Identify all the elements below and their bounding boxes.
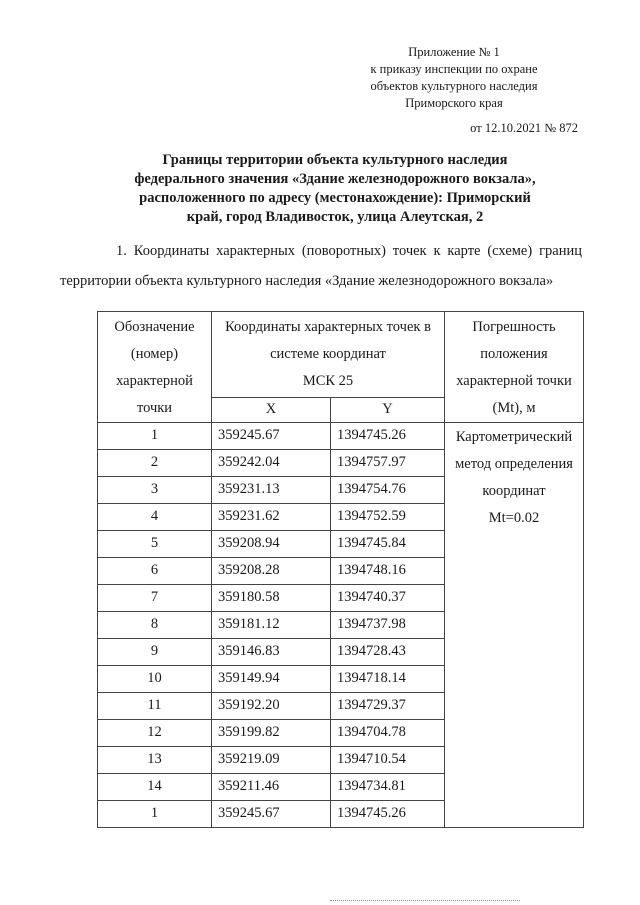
point-number-cell: 12 xyxy=(98,720,212,747)
accuracy-method-line: координат xyxy=(482,483,546,499)
y-coordinate-cell: 1394740.37 xyxy=(331,585,445,612)
x-coordinate-cell: 359208.94 xyxy=(212,531,331,558)
accuracy-method-line: Картометрический xyxy=(455,429,573,445)
x-coordinate-cell: 359192.20 xyxy=(212,693,331,720)
header-point-id-line: точки xyxy=(136,400,173,416)
x-coordinate-cell: 359208.28 xyxy=(212,558,331,585)
y-coordinate-cell: 1394734.81 xyxy=(331,774,445,801)
point-number-cell: 5 xyxy=(98,531,212,558)
point-number-cell: 9 xyxy=(98,639,212,666)
y-coordinate-cell: 1394745.26 xyxy=(331,423,445,450)
accuracy-method-line: метод определения xyxy=(455,456,573,472)
paragraph-line-2: территории объекта культурного наследия «Здание железнодорожного вокзала» xyxy=(60,273,554,289)
y-coordinate-cell: 1394718.14 xyxy=(331,666,445,693)
x-coordinate-cell: 359181.12 xyxy=(212,612,331,639)
appendix-line-2: к приказу инспекции по охране xyxy=(370,62,538,76)
order-date: от 12.10.2021 № 872 xyxy=(470,121,578,135)
point-number-cell: 1 xyxy=(98,801,212,828)
header-x: X xyxy=(212,398,331,423)
appendix-line-3: объектов культурного наследия xyxy=(370,79,538,93)
header-y: Y xyxy=(331,398,445,423)
appendix-block xyxy=(334,44,574,112)
header-coordinates xyxy=(212,312,445,398)
header-point-id-line: (номер) xyxy=(130,346,179,362)
point-number-cell: 2 xyxy=(98,450,212,477)
y-coordinate-cell: 1394729.37 xyxy=(331,693,445,720)
header-point-id-line: Обозначение xyxy=(114,319,195,335)
accuracy-method-line: Mt=0.02 xyxy=(488,510,540,526)
intro-paragraph xyxy=(60,236,582,296)
header-coordinates-line: МСК 25 xyxy=(302,373,354,389)
point-number-cell: 10 xyxy=(98,666,212,693)
table-row xyxy=(98,423,584,450)
document-title xyxy=(100,151,570,227)
header-accuracy-line: положения xyxy=(480,346,548,362)
point-number-cell: 14 xyxy=(98,774,212,801)
y-coordinate-cell: 1394728.43 xyxy=(331,639,445,666)
appendix-line-4: Приморского края xyxy=(405,96,503,110)
header-coordinates-line: системе координат xyxy=(270,346,386,362)
title-line-1: Границы территории объекта культурного наследия xyxy=(162,152,508,168)
point-number-cell: 3 xyxy=(98,477,212,504)
x-coordinate-cell: 359199.82 xyxy=(212,720,331,747)
header-point-id xyxy=(98,312,212,423)
x-coordinate-cell: 359219.09 xyxy=(212,747,331,774)
x-coordinate-cell: 359231.62 xyxy=(212,504,331,531)
y-coordinate-cell: 1394752.59 xyxy=(331,504,445,531)
header-accuracy-line: Погрешность xyxy=(472,319,556,335)
header-accuracy-line: характерной точки xyxy=(456,373,572,389)
y-coordinate-cell: 1394748.16 xyxy=(331,558,445,585)
header-accuracy xyxy=(445,312,584,423)
y-coordinate-cell: 1394737.98 xyxy=(331,612,445,639)
accuracy-method-cell xyxy=(445,423,584,828)
y-coordinate-cell: 1394757.97 xyxy=(331,450,445,477)
point-number-cell: 7 xyxy=(98,585,212,612)
paragraph-line-1: 1. Координаты характерных (поворотных) точек к карте (схеме) границ xyxy=(116,243,582,259)
footer-dotted-line xyxy=(330,900,520,902)
title-line-4: край, город Владивосток, улица Алеутская, 2 xyxy=(186,209,484,225)
x-coordinate-cell: 359149.94 xyxy=(212,666,331,693)
title-line-3: расположенного по адресу (местонахождение): Приморский xyxy=(139,190,531,206)
appendix-line-1: Приложение № 1 xyxy=(408,45,500,59)
x-coordinate-cell: 359245.67 xyxy=(212,801,331,828)
y-coordinate-cell: 1394704.78 xyxy=(331,720,445,747)
y-coordinate-cell: 1394745.26 xyxy=(331,801,445,828)
table-body xyxy=(98,423,584,828)
y-coordinate-cell: 1394754.76 xyxy=(331,477,445,504)
x-coordinate-cell: 359242.04 xyxy=(212,450,331,477)
header-coordinates-line: Координаты характерных точек в xyxy=(225,319,431,335)
point-number-cell: 13 xyxy=(98,747,212,774)
point-number-cell: 6 xyxy=(98,558,212,585)
coordinates-table xyxy=(97,311,584,828)
x-coordinate-cell: 359231.13 xyxy=(212,477,331,504)
x-coordinate-cell: 359245.67 xyxy=(212,423,331,450)
x-coordinate-cell: 359146.83 xyxy=(212,639,331,666)
table-header-row xyxy=(98,312,584,398)
point-number-cell: 1 xyxy=(98,423,212,450)
point-number-cell: 4 xyxy=(98,504,212,531)
y-coordinate-cell: 1394710.54 xyxy=(331,747,445,774)
header-accuracy-line: (Mt), м xyxy=(492,400,536,416)
point-number-cell: 8 xyxy=(98,612,212,639)
y-coordinate-cell: 1394745.84 xyxy=(331,531,445,558)
point-number-cell: 11 xyxy=(98,693,212,720)
title-line-2: федерального значения «Здание железнодорожного вокзала», xyxy=(134,171,536,187)
x-coordinate-cell: 359180.58 xyxy=(212,585,331,612)
x-coordinate-cell: 359211.46 xyxy=(212,774,331,801)
header-point-id-line: характерной xyxy=(116,373,193,389)
